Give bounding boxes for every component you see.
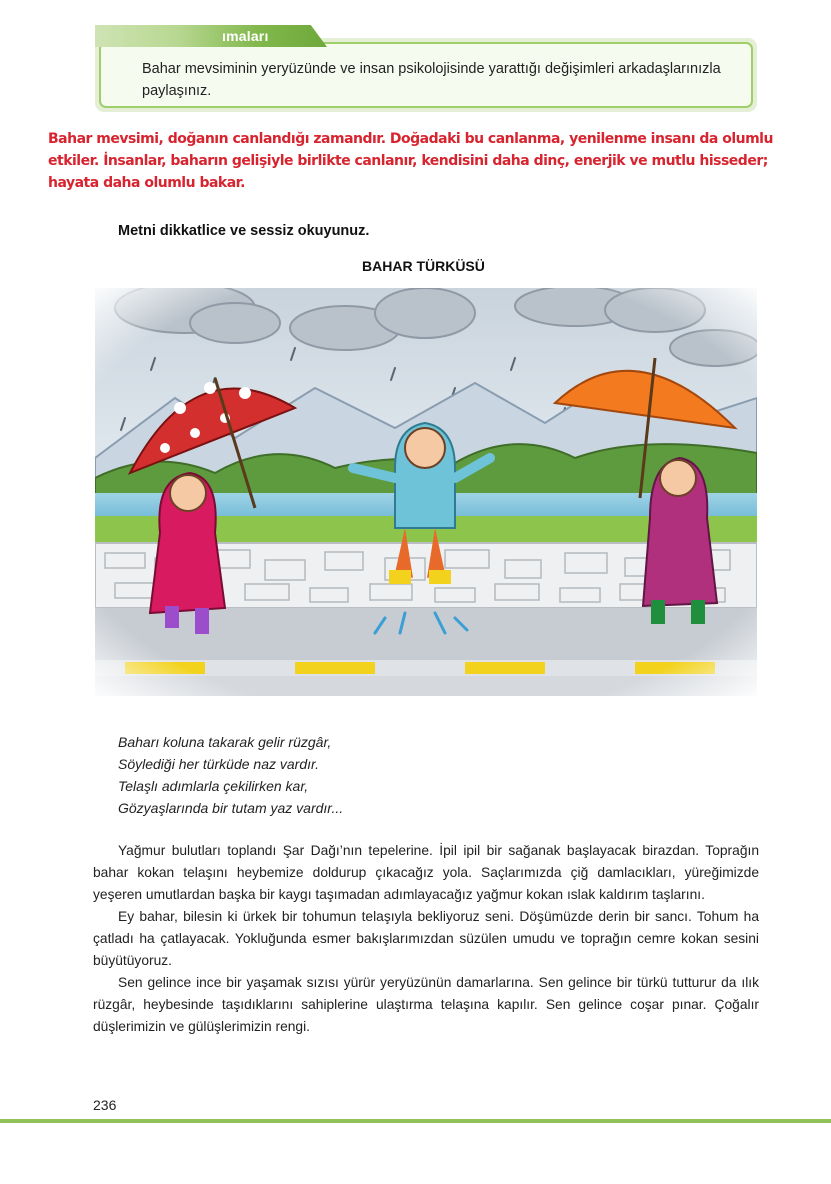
activity-question: Bahar mevsiminin yeryüzünde ve insan psikolojisinde yarattığı değişimleri arkadaşlarınızla paylaşınız.: [142, 61, 721, 99]
poem-line: Söylediği her türküde naz vardır.: [118, 756, 320, 772]
poem-title: BAHAR TÜRKÜSÜ: [362, 258, 485, 274]
poem: [118, 731, 343, 819]
prose-paragraph: Ey bahar, bilesin ki ürkek bir tohumun telaşıyla bekliyoruz seni. Döşümüzde derin bir sancı. Tohum ha çatladı ha çatlayacak. Yokluğunda esmer bakışlarımızdan süzülen umudu ve toprağın cemre kokan sesini büyütüyoruz.: [93, 909, 759, 968]
page-number: 236: [93, 1097, 117, 1113]
prose-paragraph: Yağmur bulutları toplandı Şar Dağı’nın tepelerine. İpil ipil bir sağanak başlayacak birazdan. Toprağın bahar kokan telaşını heybemize doldurup çıkacağız yola. Saçlarımızda çiğ damlacıkları, yüreğimizde yeşeren umutlardan başka bir kaygı taşımadan adımlayacağız yağmur kokan ıslak kaldırım taşlarını.: [93, 843, 759, 902]
answer-text: Bahar mevsimi, doğanın canlandığı zamandır. Doğadaki bu canlanma, yenilenme insanı da olumlu etkiler. İnsanlar, baharın gelişiyle birlikte canlanır, kendisini daha dinç, enerjik ve mutlu hisseder; hayata daha olumlu bakar.: [48, 131, 773, 191]
spring-rain-illustration: [95, 288, 757, 696]
poem-line: Telaşlı adımlarla çekilirken kar,: [118, 778, 309, 794]
prose-text: [93, 840, 759, 1038]
activity-tab: [95, 25, 327, 47]
reading-instruction: Metni dikkatlice ve sessiz okuyunuz.: [118, 223, 370, 239]
activity-tab-label: ımaları: [222, 28, 269, 44]
footer-divider: [0, 1119, 831, 1123]
prose-paragraph: Sen gelince ince bir yaşamak sızısı yürür yeryüzünün damarlarına. Sen gelince bir türkü tutturur da ılık rüzgâr, heybesinde taşıdıklarını sahiplerine ulaştırma telaşına kapılır. Sen gelince coşar pınar. Çoğalır düşlerimizin ve gülüşlerimizin rengi.: [93, 975, 759, 1034]
poem-line: Baharı koluna takarak gelir rüzgâr,: [118, 734, 332, 750]
edge-fade: [95, 288, 757, 696]
poem-line: Gözyaşlarında bir tutam yaz vardır...: [118, 800, 344, 816]
